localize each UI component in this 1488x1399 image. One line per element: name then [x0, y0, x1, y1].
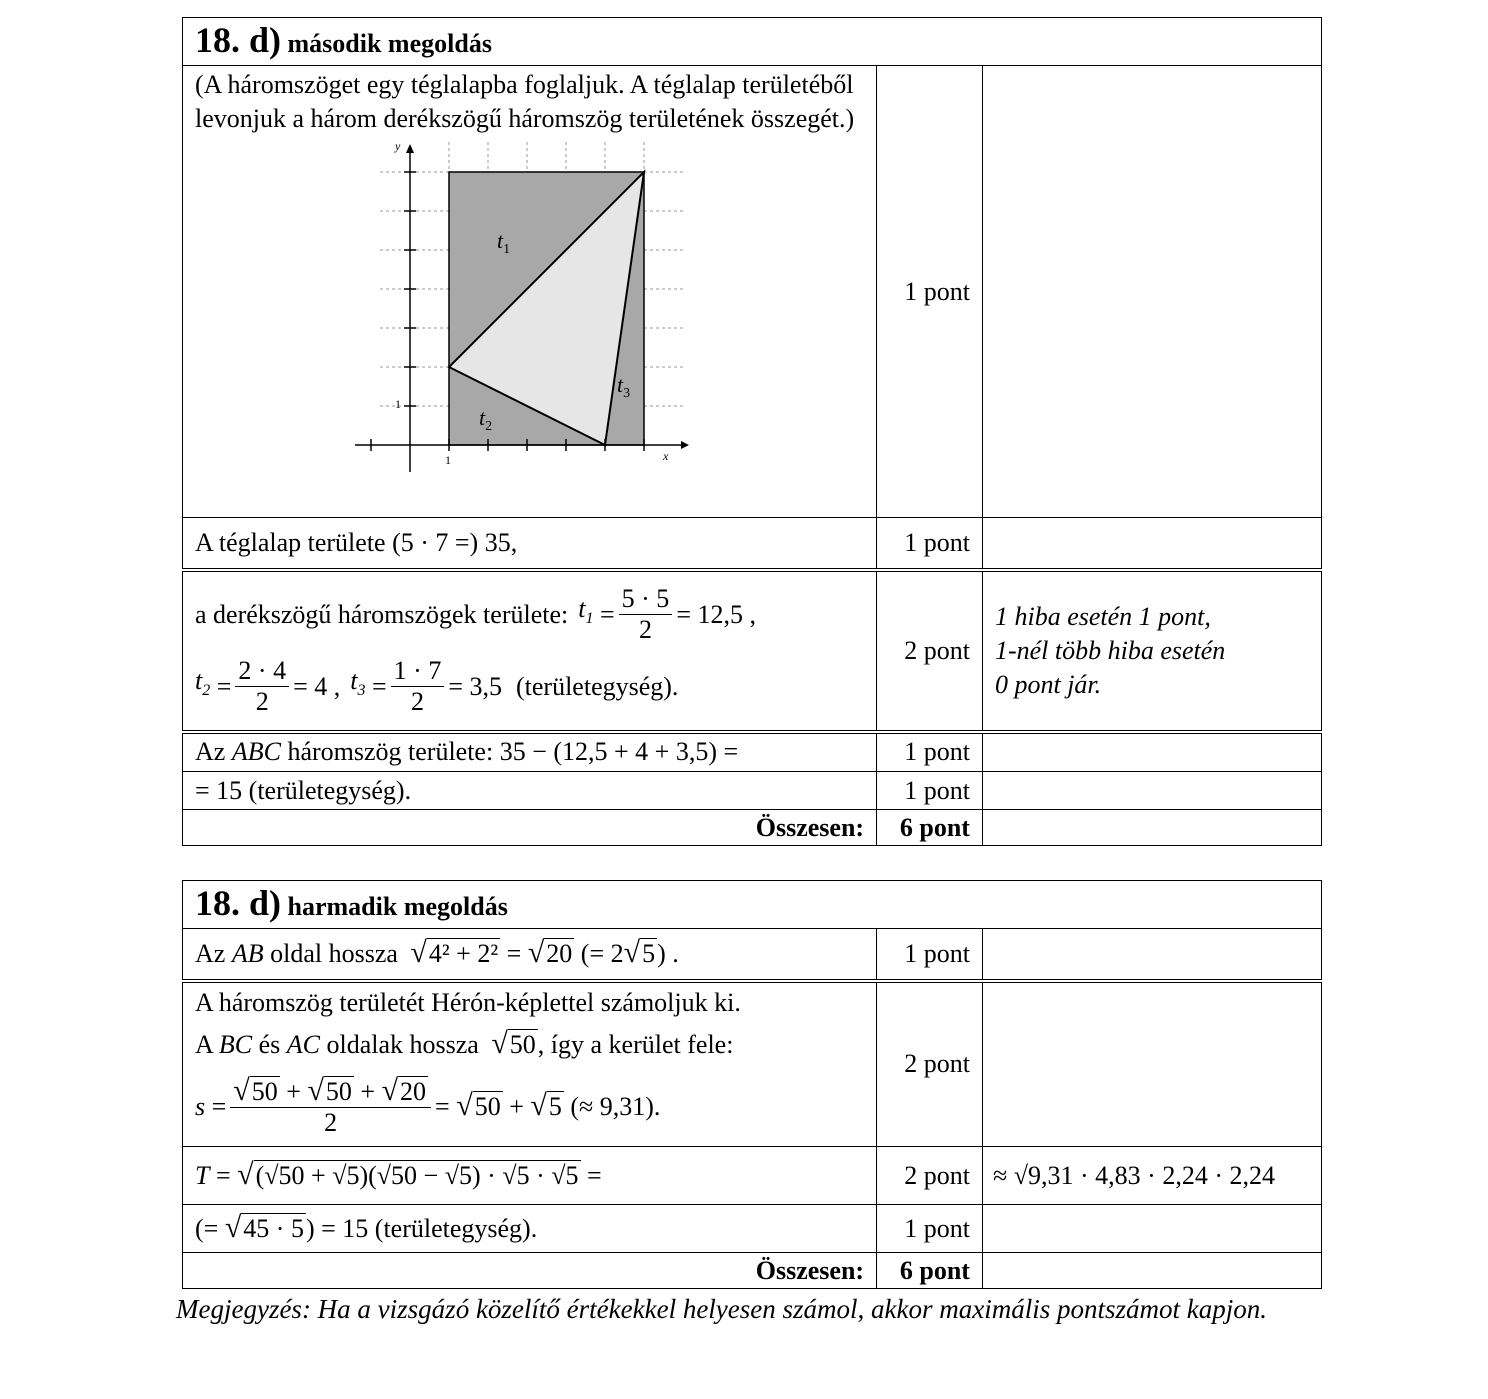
fraction-t3: $\frac{1 \cdot 7}{2}$	[391, 656, 445, 717]
section-header	[183, 881, 1322, 929]
points-cell: 1 pont	[877, 1205, 983, 1253]
points-cell: 2 pont	[877, 570, 983, 732]
comment-cell	[982, 929, 1321, 981]
comment-cell	[982, 1253, 1321, 1289]
section-header	[183, 18, 1322, 66]
total-points: 6 pont	[877, 1253, 983, 1289]
total-points: 6 pont	[877, 810, 983, 846]
abc-area-result: = 15 (területegység).	[183, 772, 877, 810]
t1-result: = 12,5 ,	[676, 599, 756, 629]
points-cell: 1 pont	[877, 732, 983, 772]
fraction-t1: $\frac{5 \cdot 5}{2}$	[619, 584, 673, 645]
points-cell: 1 pont	[877, 772, 983, 810]
section-subtitle: második megoldás	[287, 28, 492, 58]
semi-perimeter-formula: s = √ 50 + √ 50 + √ 20 2 = √ 50 + √ 5 (≈ 9,31).	[195, 1073, 661, 1137]
heron-line1: A háromszög területét Hérón-képlettel számoljuk ki.	[195, 987, 741, 1017]
points-cell: 1 pont	[877, 518, 983, 570]
heron-area-cell: T = √ (√50 + √5)(√50 − √5) · √5 · √5 =	[183, 1147, 877, 1205]
t3-result: = 3,5	[448, 671, 502, 701]
label-t2: $t_2$	[479, 405, 493, 434]
rect-area-text: A téglalap területe (5 · 7 =) 35,	[183, 518, 877, 570]
tick-y-1: 1	[395, 397, 401, 411]
triangle-areas-lead: a derékszögű háromszögek területe:	[195, 599, 569, 629]
comment-cell	[982, 570, 1321, 732]
points-cell: 1 pont	[877, 929, 983, 981]
solution-table-third	[182, 880, 1322, 1289]
triangle-areas-cell: a derékszögű háromszögek területe: $t_1$ = $\frac{5 \cdot 5}{2}$ = 12,5 , $t_2$ = $\frac{2 \cdot 4}{2}$ = 4 , $t_3$ = $\frac{1 \cdot 7}{2}$ = 3,5 (területegység).	[183, 570, 877, 732]
heron-cell	[183, 981, 877, 1147]
tick-x-1: 1	[445, 453, 451, 467]
comment-cell	[982, 981, 1321, 1147]
comment-cell	[982, 66, 1321, 518]
total-label: Összesen:	[183, 810, 877, 846]
label-t3: $t_3$	[617, 372, 631, 401]
comment-cell	[982, 772, 1321, 810]
points-cell: 1 pont	[877, 66, 983, 518]
axis-y-label: y	[395, 142, 401, 153]
axis-x-label: x	[663, 449, 669, 463]
t2-result: = 4 ,	[293, 671, 341, 701]
comment-cell: ≈ √9,31 · 4,83 · 2,24 · 2,24	[982, 1147, 1321, 1205]
comment-cell	[982, 1205, 1321, 1253]
figure-cell	[183, 66, 877, 518]
label-t1: $t_1$	[497, 228, 511, 257]
footnote: Megjegyzés: Ha a vizsgázó közelítő értékekkel helyesen számol, akkor maximális pontszámot kapjon.	[176, 1294, 1267, 1324]
fraction-t2: $\frac{2 \cdot 4}{2}$	[235, 656, 289, 717]
comment-cell	[982, 810, 1321, 846]
section-number: 18. d)	[195, 19, 282, 60]
area-unit: (területegység).	[516, 671, 679, 701]
heron-line2: A BC és AC oldalak hossza √ 50 , így a kerület fele:	[195, 1026, 734, 1060]
comment-line: 1 hiba esetén 1 pont,	[994, 601, 1211, 631]
ab-length-cell: Az AB oldal hossza √ 4² + 2² = √ 20 (= 2 √ 5 ) .	[183, 929, 877, 981]
points-cell: 2 pont	[877, 981, 983, 1147]
final-area-cell: (= √ 45 · 5 ) = 15 (területegység).	[183, 1205, 877, 1253]
comment-line: 0 pont jár.	[994, 669, 1102, 699]
section-number: 18. d)	[195, 882, 282, 923]
comment-cell	[982, 732, 1321, 772]
semi-perimeter-fraction: √ 50 + √ 50 + √ 20 2	[230, 1076, 431, 1138]
abc-area-text: Az ABC háromszög területe: 35 − (12,5 + 4 + 3,5) =	[183, 732, 877, 772]
solution-table-second	[182, 17, 1322, 846]
section-subtitle: harmadik megoldás	[287, 891, 508, 921]
comment-line: 1-nél több hiba esetén	[994, 635, 1226, 665]
total-label: Összesen:	[183, 1253, 877, 1289]
triangle-figure	[355, 142, 695, 477]
comment-cell	[982, 518, 1321, 570]
points-cell: 2 pont	[877, 1147, 983, 1205]
intro-text: (A háromszöget egy téglalapba foglaljuk. A téglalap területéből levonjuk a három derékszögű háromszög területének összegét.)	[195, 70, 855, 133]
